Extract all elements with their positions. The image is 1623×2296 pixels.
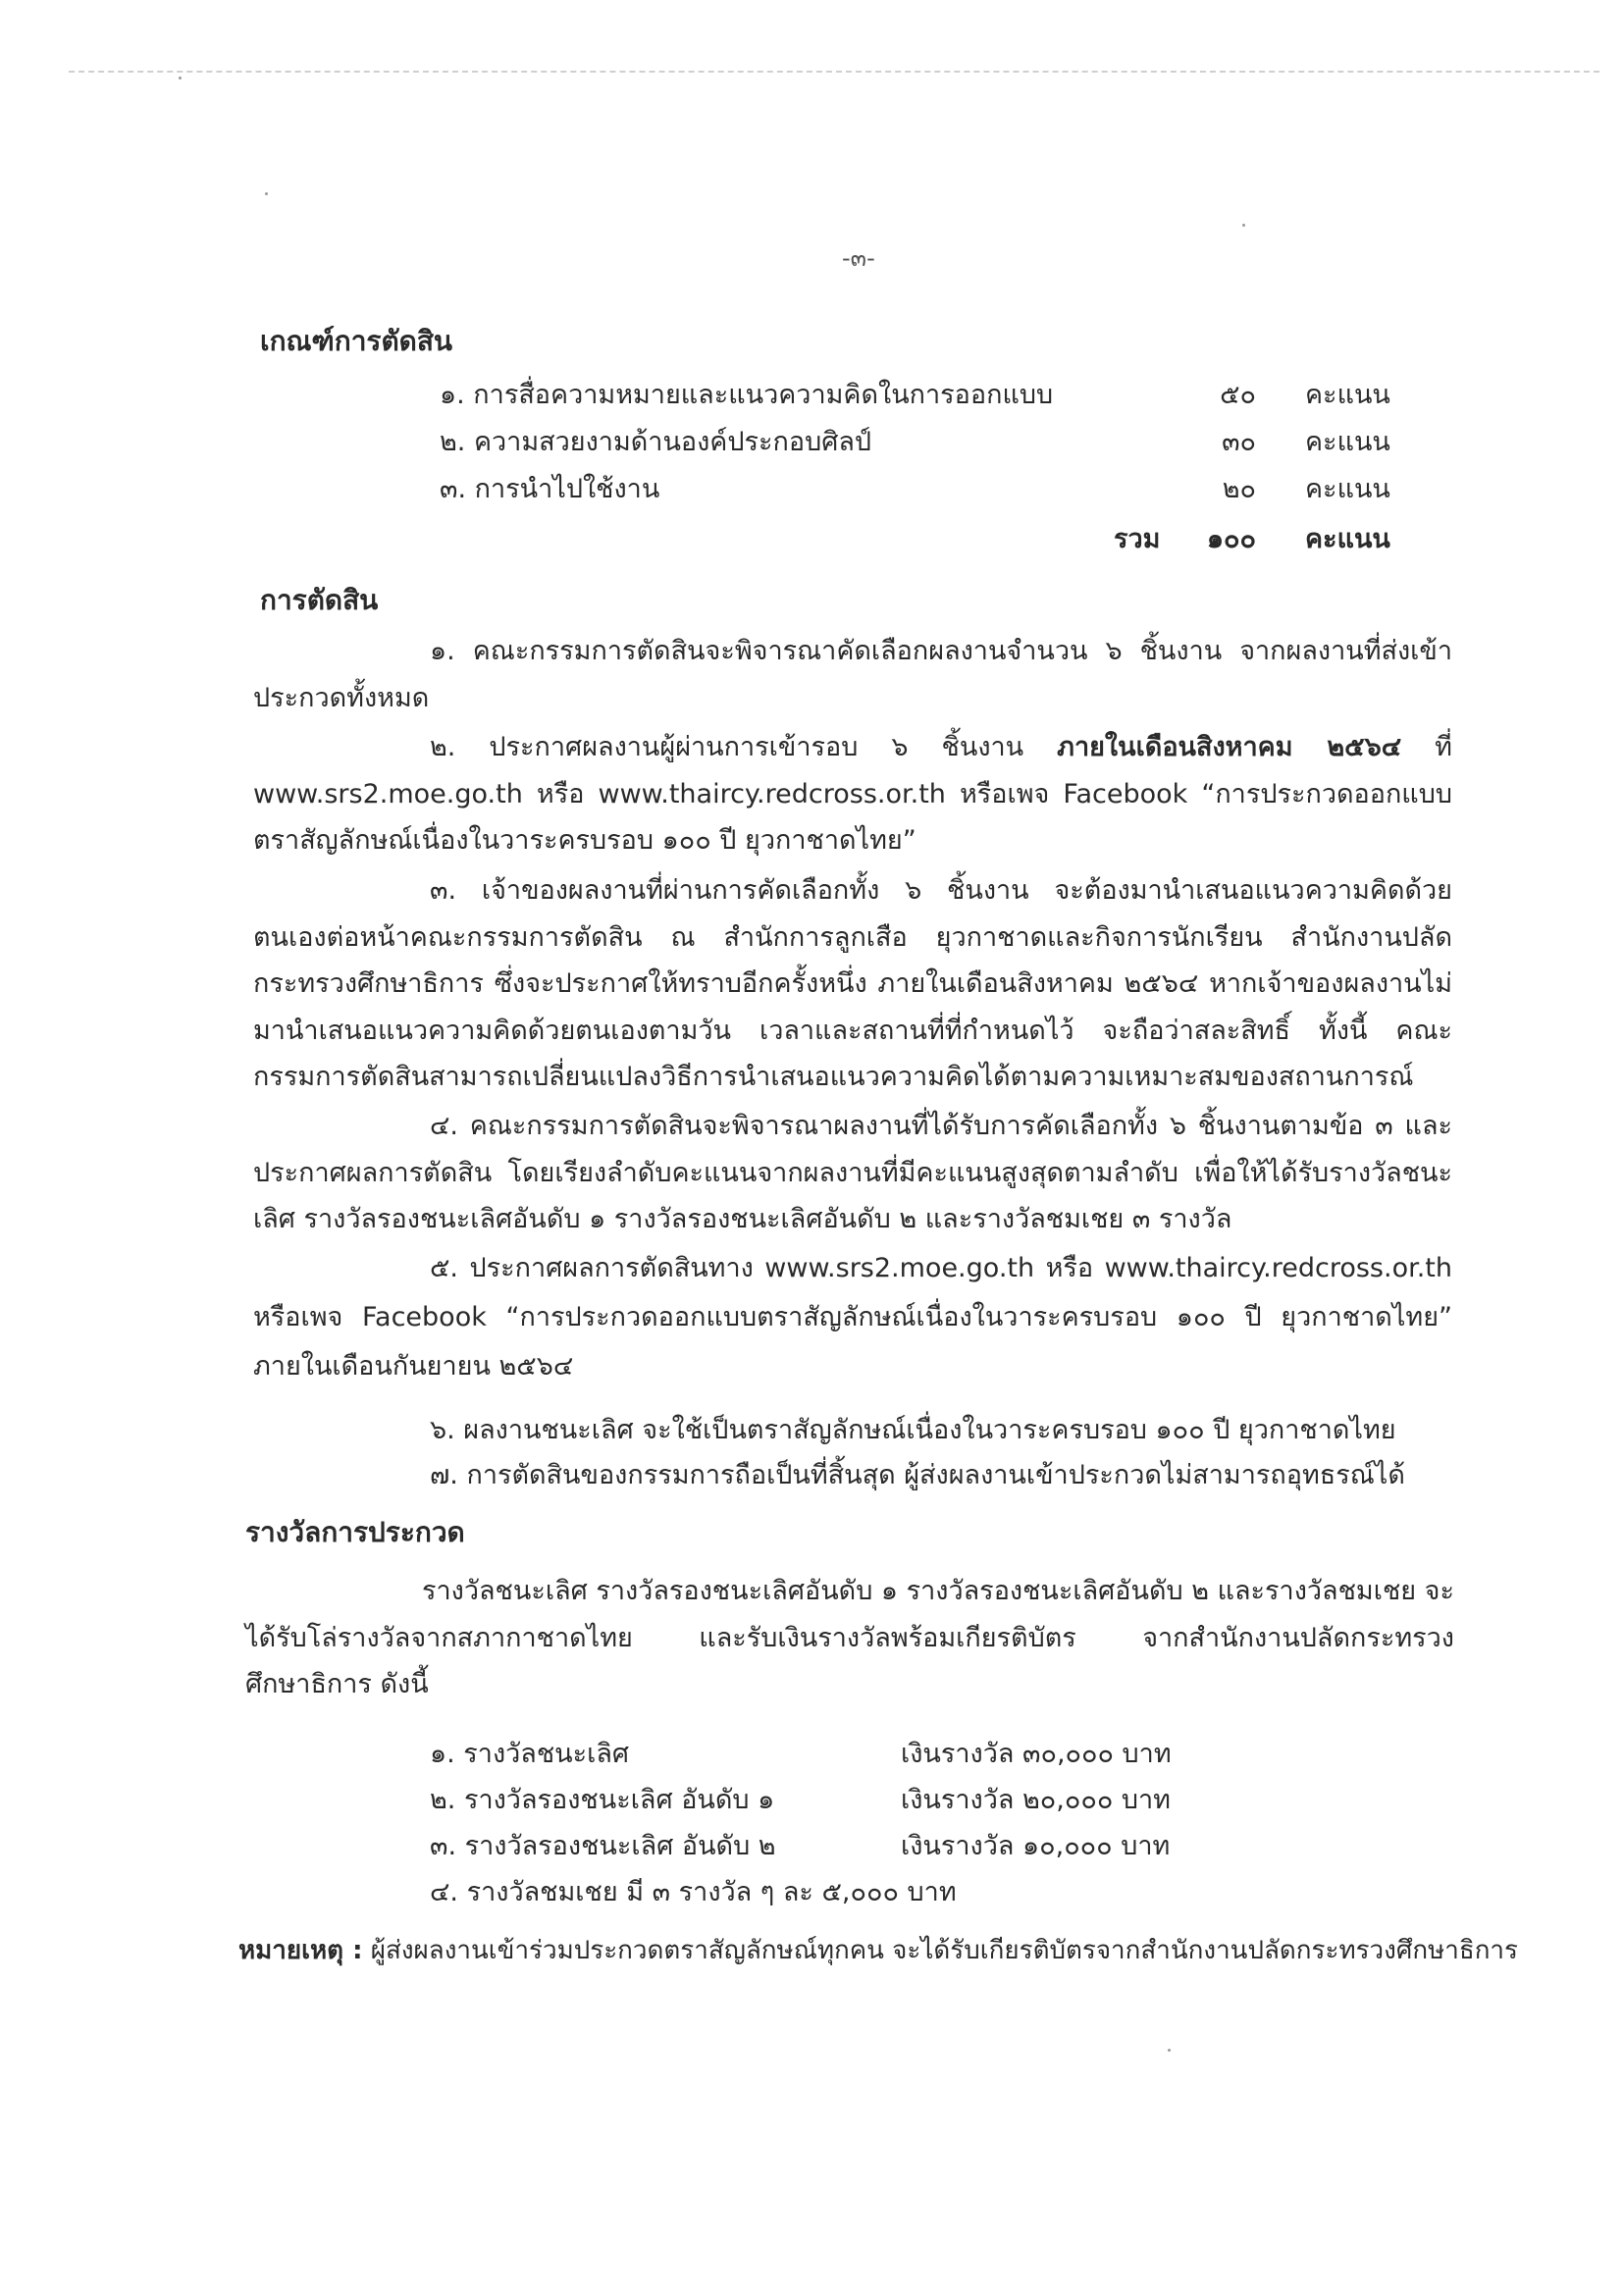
criteria-total-label: รวม [1114,524,1161,554]
awards-heading: รางวัลการประกวด [245,1516,465,1548]
award-item-prize: เงินรางวัล ๒๐,๐๐๐ บาท [901,1785,1171,1815]
criteria-heading: เกณฑ์การตัดสิน [260,325,453,357]
award-item-prize: เงินรางวัล ๓๐,๐๐๐ บาท [901,1739,1172,1769]
award-honorable: ๔. รางวัลชมเชย มี ๓ รางวัล ๆ ละ ๕,๐๐๐ บาท [430,1877,957,1907]
judging-heading: การตัดสิน [260,584,379,616]
scan-speck [1242,224,1245,227]
criteria-item-unit: คะแนน [1305,380,1390,410]
criteria-total-unit: คะแนน [1305,524,1390,554]
criteria-item-label: ๒. ความสวยงามด้านองค์ประกอบศิลป์ [440,427,872,457]
criteria-item-unit: คะแนน [1305,474,1390,504]
scan-speck [1168,2049,1171,2052]
criteria-item-score: ๕๐ [1220,380,1256,410]
judging-item-5-text: ๕. ประกาศผลการตัดสินทาง www.srs2.moe.go.th หรือ www.thaircy.redcross.or.th หรือเพจ Facebook “การประกวดออกแบบตราสัญลักษณ์เนื่องในวาระครบรอบ ๑๐๐ ปี ยุวกาชาดไทย” ภายในเดือนกันยายน ๒๕๖๔ [253,1253,1452,1382]
judging-item-4-text: ๔. คณะกรรมการตัดสินจะพิจารณาผลงานที่ได้รับการคัดเลือกทั้ง ๖ ชิ้นงานตามข้อ ๓ และประกาศผลการตัดสิน โดยเรียงลำดับคะแนนจากผลงานที่มีคะแนนสูงสุดตามลำดับ เพื่อให้ได้รับรางวัลชนะเลิศ รางวัลรองชนะเลิศอันดับ ๑ รางวัลรองชนะเลิศอันดับ ๒ และรางวัลชมเชย ๓ รางวัล [253,1111,1452,1234]
judging-item-2 [253,724,1452,864]
scan-artifact-line [69,71,1599,73]
awards-intro [245,1568,1454,1708]
judging-item-5 [253,1244,1452,1391]
award-item-label: ๑. รางวัลชนะเลิศ [430,1739,630,1769]
note [238,1931,1518,1970]
judging-item-3 [253,867,1452,1101]
judging-item-2-text: ๒. ประกาศผลงานผู้ผ่านการเข้ารอบ ๖ ชิ้นงาน [430,732,1058,762]
award-item-label: ๒. รางวัลรองชนะเลิศ อันดับ ๑ [430,1785,775,1815]
scan-speck [265,192,268,195]
criteria-item-score: ๓๐ [1222,427,1256,457]
award-item-prize: เงินรางวัล ๑๐,๐๐๐ บาท [901,1831,1171,1861]
note-text: ผู้ส่งผลงานเข้าร่วมประกวดตราสัญลักษณ์ทุกคน จะได้รับเกียรติบัตรจากสำนักงานปลัดกระทรวงศึกษาธิการ [362,1936,1518,1965]
scan-speck [179,77,182,79]
judging-item-3-text: ๓. เจ้าของผลงานที่ผ่านการคัดเลือกทั้ง ๖ ชิ้นงาน จะต้องมานำเสนอแนวความคิดด้วยตนเองต่อหน้าคณะกรรมการตัดสิน ณ สำนักการลูกเสือ ยุวกาชาดและกิจการนักเรียน สำนักงานปลัดกระทรวงศึกษาธิการ ซึ่งจะประกาศให้ทราบอีกครั้งหนึ่ง ภายในเดือนสิงหาคม ๒๕๖๔ หากเจ้าของผลงานไม่มานำเสนอแนวความคิดด้วยตนเองตามวัน เวลาและสถานที่ที่กำหนดไว้ จะถือว่าสละสิทธิ์ ทั้งนี้ คณะกรรมการตัดสินสามารถเปลี่ยนแปลงวิธีการนำเสนอแนวความคิดได้ตามความเหมาะสมของสถานการณ์ [253,875,1452,1092]
award-item-label: ๓. รางวัลรองชนะเลิศ อันดับ ๒ [430,1831,776,1861]
awards-intro-text: รางวัลชนะเลิศ รางวัลรองชนะเลิศอันดับ ๑ รางวัลรองชนะเลิศอันดับ ๒ และรางวัลชมเชย จะได้รับโล่รางวัลจากสภากาชาดไทย และรับเงินรางวัลพร้อมเกียรติบัตร จากสำนักงานปลัดกระทรวงศึกษาธิการ ดังนี้ [245,1576,1454,1699]
page-number: -๓- [842,244,875,272]
note-label: หมายเหตุ : [238,1936,363,1965]
criteria-item-score: ๒๐ [1222,474,1256,504]
judging-item-7: ๗. การตัดสินของกรรมการถือเป็นที่สิ้นสุด ผู้ส่งผลงานเข้าประกวดไม่สามารถอุทธรณ์ได้ [430,1460,1405,1490]
judging-item-4 [253,1103,1452,1243]
judging-item-2-deadline: ภายในเดือนสิงหาคม ๒๕๖๔ [1057,732,1402,762]
criteria-item-unit: คะแนน [1305,427,1390,457]
criteria-total-score: ๑๐๐ [1206,524,1256,554]
criteria-item-label: ๓. การนำไปใช้งาน [440,474,660,504]
judging-item-6: ๖. ผลงานชนะเลิศ จะใช้เป็นตราสัญลักษณ์เนื่องในวาระครบรอบ ๑๐๐ ปี ยุวกาชาดไทย [430,1415,1396,1445]
judging-item-2-links: ที่ www.srs2.moe.go.th หรือ www.thaircy.redcross.or.th หรือเพจ Facebook “การประกวดออกแบบตราสัญลักษณ์เนื่องในวาระครบรอบ ๑๐๐ ปี ยุวกาชาดไทย” [253,732,1452,856]
criteria-item-label: ๑. การสื่อความหมายและแนวความคิดในการออกแบบ [440,380,1054,410]
judging-item-1 [253,628,1452,721]
judging-item-1-text: ๑. คณะกรรมการตัดสินจะพิจารณาคัดเลือกผลงานจำนวน ๖ ชิ้นงาน จากผลงานที่ส่งเข้าประกวดทั้งหมด [253,636,1452,713]
